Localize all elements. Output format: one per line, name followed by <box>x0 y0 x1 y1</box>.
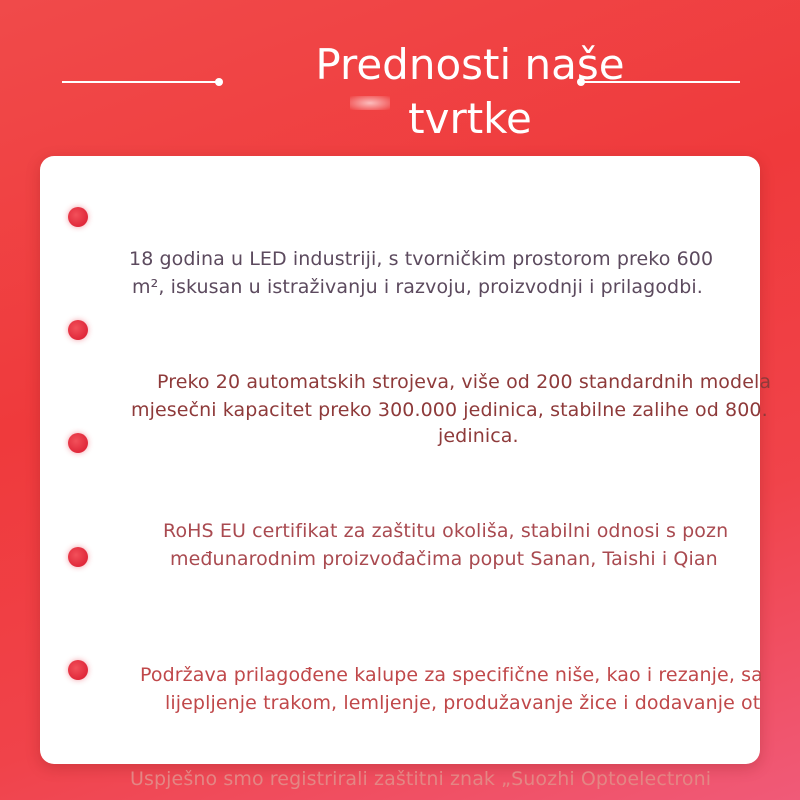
advantage-item-2-line-2: mjesečni kapacitet preko 300.000 jedinica, stabilne zalihe od 800. <box>131 399 768 421</box>
advantage-item-4-line-2: lijepljenje trakom, lemljenje, produžavanje žice i dodavanje ot <box>165 692 761 714</box>
advantage-item-4-line-1: Podržava prilagođene kalupe za specifične niše, kao i rezanje, sa <box>140 664 763 686</box>
page-title <box>250 38 690 146</box>
red-dot-icon <box>68 207 88 227</box>
red-dot-icon <box>68 320 88 340</box>
advantage-item-3-line-1: RoHS EU certifikat za zaštitu okoliša, stabilni odnosi s pozn <box>163 520 729 542</box>
advantage-item-1-line-1: 18 godina u LED industriji, s tvorničkim prostorom preko 600 <box>129 248 714 270</box>
advantages-card <box>40 156 772 764</box>
page-title-line-2: tvrtke <box>408 94 532 143</box>
title-decoration-dot-left <box>215 78 223 86</box>
advantage-item-2-line-3: jedinica. <box>438 425 519 447</box>
title-decoration-line-left <box>62 81 218 83</box>
advantage-item-2-line-1: Preko 20 automatskih strojeva, više od 200 standardnih modela <box>157 371 772 393</box>
red-dot-icon <box>68 433 88 453</box>
advantage-item-1-line-2: m², iskusan u istraživanju i razvoju, proizvodnji i prilagodbi. <box>132 276 703 298</box>
red-dot-icon <box>68 660 88 680</box>
footer-trademark-text: Uspješno smo registrirali zaštitni znak „Suozhi Optoelectroni <box>130 768 712 790</box>
red-dot-icon <box>68 547 88 567</box>
page-title-line-1: Prednosti naše <box>315 40 625 89</box>
advantage-item-3-line-2: međunarodnim proizvođačima poput Sanan, Taishi i Qian <box>170 548 718 570</box>
